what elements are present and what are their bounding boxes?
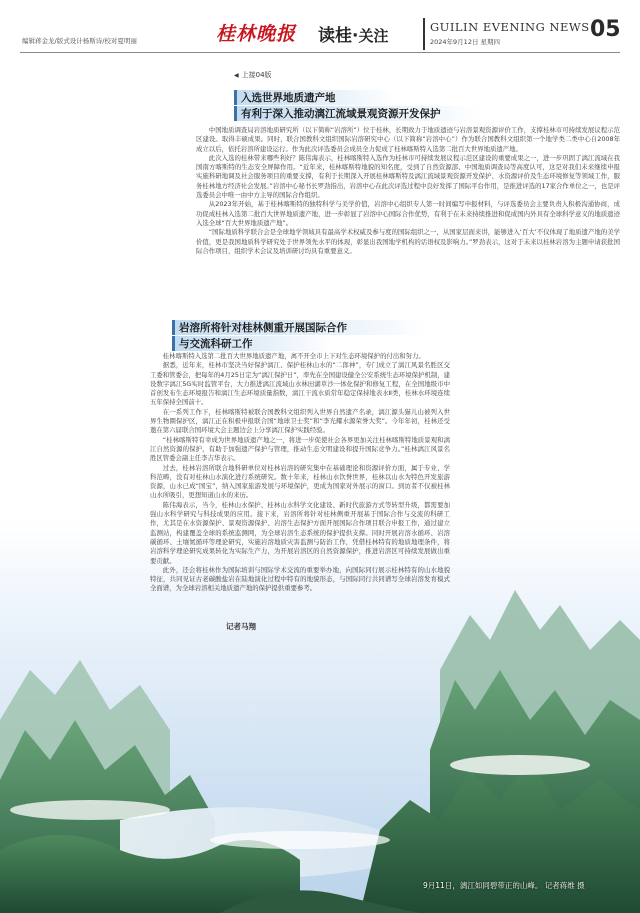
header-divider xyxy=(423,18,425,50)
article1-headline-2: 有利于深入推动漓江流域景观资源开发保护 xyxy=(234,106,481,121)
paragraph: 从2023年开始，基于桂林喀斯特的独特科学与美学价值，岩溶中心组织专人第一时间编写申报材料，与评选委员会主要负责人积极沟通协商，成功促成桂林入选第二批百大世界地质遗产地，进一步彰显了岩溶中心国际合作优势，有利于在未来持续推进和促成国内外具有全球科学意义的地质遗迹入选全球“百大世界地质遗产地”。 xyxy=(196,200,620,227)
section-dot: · xyxy=(352,26,359,46)
section-title xyxy=(318,21,388,46)
continued-from-text: 上接04版 xyxy=(241,71,272,79)
paragraph: 陈伟海表示，当今，桂林山水保护、桂林山水科学文化建设、新时代旅游方式等转型升级，都需要加强山水科学研究与科技成果的应用。接下来，岩溶所将针对桂林侧重开展基于国际合作与交流的科研工作，尤其是在水资源保护、景观资源保护、岩溶生态保护方面开展国际合作项目联合申报工作，通过建立监测站，构建覆盖全球的系统监测网，为全球岩溶生态系统的保护提供支撑。同时开展岩溶水循环、岩溶碳循环、土壤氮循环等理论研究，实施岩溶地质灾害监测与防治工作，凭借桂林特有的地质地理条件，将岩溶科学理论研究成果转化为实际生产力，为开展岩溶区的自然资源保护，推进岩溶区可持续发展做出重要贡献。 xyxy=(150,500,450,565)
header-rule xyxy=(20,52,620,53)
paragraph: 此外，还会将桂林作为国际培训与国际学术交流的重要举办地，向国际同行展示桂林特有的山水地貌特征，共同见证古老碳酸盐岩在陆地演化过程中特有的地貌形态，与国际同行共同谱写全球岩溶发育模式全面谱，为全球岩溶相关地质遗产地的保护提供重要参考。 xyxy=(150,565,450,593)
article2-author: 记者马翔 xyxy=(226,622,256,631)
issue-date: 2024年9月12日 星期四 xyxy=(430,38,501,46)
photo-caption: 9月11日，漓江如同碧带正的山峰。 记者蒋维 摄 xyxy=(423,881,585,890)
paragraph: 中国地质调查局岩溶地质研究所（以下简称“岩溶所”）位于桂林，长期致力于地质遗迹与岩溶景观资源评价工作，支撑桂林市可持续发展议程示范区建设。取得丰硕成果。同时，联合国教科文组织国际岩溶研究中心（以下简称“岩溶中心”）作为联合国教科文组织第一个地学类二类中心自2008年成立以后，依托岩溶所建设运行。作为此次评选委员会成员全力促成了桂林喀斯特入选第二批百大世界地质遗产地。 xyxy=(196,126,620,153)
newspaper-logo: 桂林晚报 xyxy=(216,23,297,45)
article1-headline-1: 入选世界地质遗产地 xyxy=(234,90,396,105)
paragraph: 此次入选的桂林带来哪些利好？陈伟海表示，桂林喀斯特入选作为桂林市可持续发展议程示范区建设的重要成果之一，进一步巩固了漓江流域在我国南方喀斯特的生态安全屏障作用。“近年来，桂林喀斯特地貌的知名度，受到了自然资源部、中国地质调查局等高度认可，这是对我们未来继续申报实施科研地调及社会服务项目的重要支撑，有利于长期深入开展桂林喀斯特及漓江流域景观资源开发保护、水资源评价及生态环境修复等领域工作，服务桂林地方经济社会发展。”岩溶中心秘书长罗劲指出，岩溶中心在此次评选过程中良好发挥了国际平台作用，是推进评选的17家合作单位之一，也是评选委员会中唯一由中方主导的国际合作组织。 xyxy=(196,153,620,200)
paragraph: 过去，桂林岩溶所联合地科研单位对桂林岩溶的研究集中在基础理论和资源评价方面，属于专业、学科范畴，没有对桂林山水演化进行系统研究。数十年来，桂林山水饮誉世界，桂林以山水为特色开发旅游资源，山水已成“国宝”，纳入国家旅游发展与环境保护，更成为国家对外展示的窗口。到访者不仅被桂林山水所吸引，更想知道山水的来历。 xyxy=(150,463,450,500)
article2-headline-2: 与交流科研工作 xyxy=(172,336,333,351)
section-main: 读桂 xyxy=(318,26,352,46)
paragraph: “桂林喀斯特有幸成为世界地质遗产地之一，将进一步促使社会各界更加关注桂林喀斯特地质景观和漓江自然资源的保护，有助于加强遗产保护与管理，推动生态文明建设和提升国际竞争力。”桂林漓江风景名胜区管委会副主任李吉华表示。 xyxy=(150,435,450,463)
editor-credits: 编辑蒋金龙/版式设计杨斯诗/校对夏明丽 xyxy=(22,37,137,45)
paper-english-name: GUILIN EVENING NEWS xyxy=(430,20,590,34)
article2-headline-1: 岩溶所将针对桂林侧重开展国际合作 xyxy=(172,320,427,335)
arrow-left-icon: ◀ xyxy=(234,72,239,79)
article2-body xyxy=(150,352,450,594)
paragraph: 在一系列工作下，桂林喀斯特被联合国教科文组织列入世界自然遗产名录，漓江源头猫儿山被列入世界生物圈保护区，漓江正在积极申报联合国“地球卫士奖”和“李光耀水源荣誉大奖”。今年年初，桂林还受邀在第六届联合国环境大会主题边会上分享漓江保护实践经验。 xyxy=(150,407,450,435)
page-number: 05 xyxy=(590,17,621,42)
continued-from xyxy=(234,70,272,80)
paragraph: “国际地质科学联合会是全球地学领域具有最高学术权威及参与度的国际组织之一，从国家层面来讲，能够进入‘百大’不仅体现了地质遗产地的美学价值，更是我国地质科学研究处于世界领先水平的体现，彰显出我国地学机构的话语权及影响力。”罗劲表示，这对于未来以桂林岩溶为主题申请获批国际合作项目，组织学术会议及培训研讨均具有重要意义。 xyxy=(196,228,620,255)
article1-body xyxy=(196,126,620,256)
paragraph: 桂林喀斯特入选第二批百大世界地质遗产地，离不开全市上下对生态环境保护的付出和努力。 xyxy=(162,352,425,360)
section-sub: 关注 xyxy=(358,27,389,45)
paragraph: 据悉，近年来，桂林市坚决当好保护漓江、保护桂林山水的“二郎神”，专门成立了漓江风景名胜区交工委和管委会，把每年的4月25日定为“漓江保护日”，率先在全国建设健全公安系统生态环境保护机制，建设数字漓江5G实时监管平台，大力推进漓江流域山水林田湖草沙一体化保护和修复工程，在全国地级市中首创发布生态环境报告和漓江生态环境质量指数，漓江干流水质常年稳定保持地表水Ⅱ类，桂林水环境连续五年保持全国前十。 xyxy=(150,361,451,407)
page-header xyxy=(0,0,640,62)
